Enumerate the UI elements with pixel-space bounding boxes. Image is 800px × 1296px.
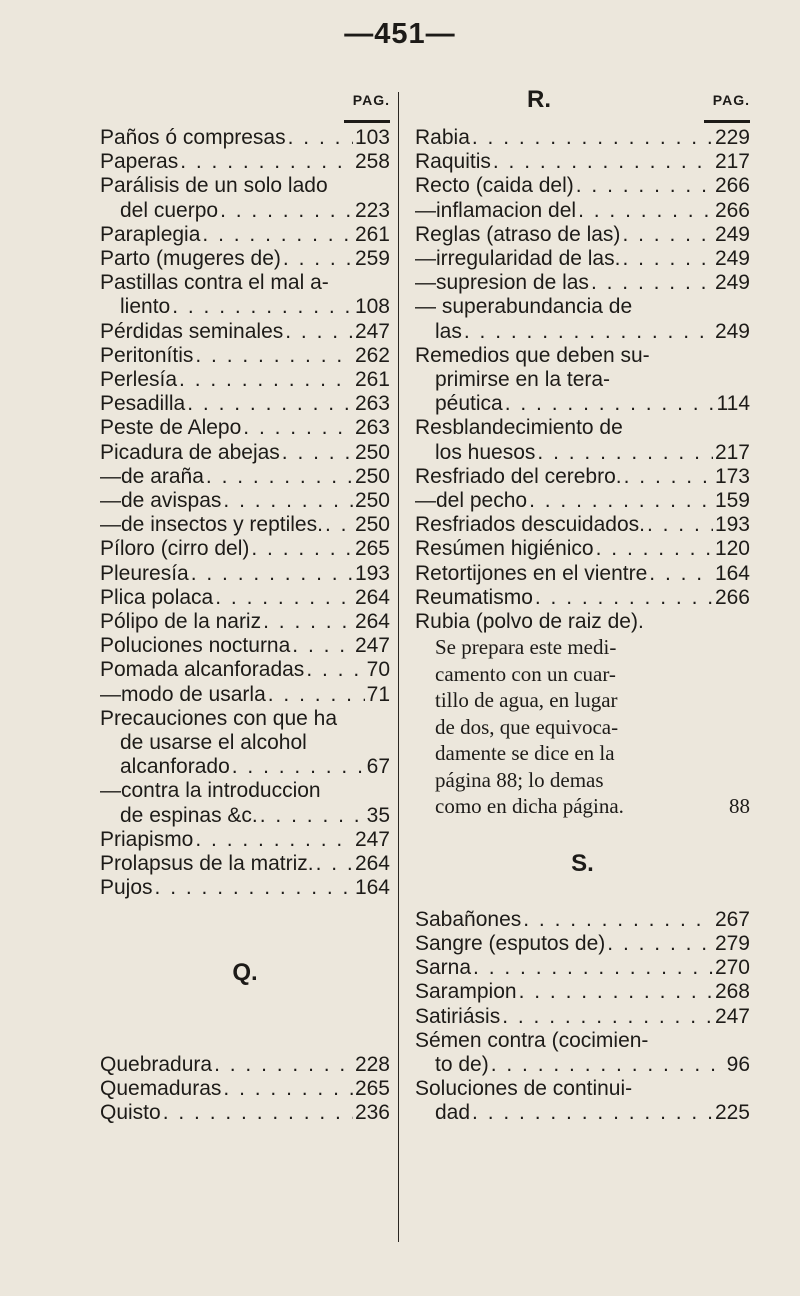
right-column-header <box>415 86 750 126</box>
entry-term: Recto (caida del) <box>415 174 574 198</box>
entry-term: — superabundancia de <box>415 295 633 319</box>
entry-term: Parto (mugeres de) <box>100 247 281 271</box>
section-letter-q: Q. <box>232 958 258 986</box>
dot-leader <box>251 537 353 561</box>
dot-leader <box>529 489 713 513</box>
entry-term: Sémen contra (cocimien- <box>415 1028 649 1052</box>
entry-term: Quebradura <box>100 1052 213 1076</box>
entry-page: 228 <box>354 1052 390 1076</box>
right-column <box>415 86 750 1126</box>
entry-page: 164 <box>354 876 390 900</box>
entry-term: Priapismo <box>100 827 194 851</box>
entry-term: Precauciones con que ha <box>100 706 337 730</box>
index-entry <box>100 271 390 295</box>
dot-leader <box>535 586 713 610</box>
note-line: camento con un cuar- <box>435 661 616 686</box>
entry-term: Poluciones nocturna <box>100 634 291 658</box>
left-column-header <box>100 90 390 126</box>
dot-leader <box>163 1101 353 1125</box>
entry-term: Sangre (esputos de) <box>415 931 606 955</box>
index-entry <box>100 174 390 198</box>
index-entry <box>415 247 750 271</box>
entry-term: Plica polaca <box>100 585 214 609</box>
index-entry <box>415 1053 750 1077</box>
left-column <box>100 90 390 1125</box>
entry-term: Pérdidas seminales <box>100 319 284 343</box>
index-entry <box>415 932 750 956</box>
index-entry <box>415 610 750 634</box>
entry-page: 259 <box>354 247 390 271</box>
note-line: Se prepara este medi- <box>435 635 617 660</box>
index-entry <box>100 344 390 368</box>
entry-term: Peritonítis <box>100 343 194 367</box>
dot-leader <box>596 537 713 561</box>
index-entry <box>100 1101 390 1125</box>
index-entry <box>100 828 390 852</box>
entry-term: Satiriásis <box>415 1004 501 1028</box>
index-entry <box>415 344 750 368</box>
dot-leader <box>260 804 365 828</box>
entry-term: to de) <box>435 1052 489 1076</box>
dot-leader <box>243 416 353 440</box>
dot-leader <box>268 683 365 707</box>
entry-page: 193 <box>714 513 750 537</box>
entry-page: 249 <box>714 319 750 343</box>
entry-page: 114 <box>716 392 750 416</box>
note-line: damente se dice en la <box>435 741 615 766</box>
entry-term: —de araña <box>100 464 204 488</box>
dot-leader <box>622 247 713 271</box>
dot-leader <box>537 441 713 465</box>
entry-page: 250 <box>354 513 390 537</box>
entry-page: 250 <box>354 489 390 513</box>
dot-leader <box>195 828 353 852</box>
dot-leader <box>624 465 713 489</box>
index-entry <box>100 779 390 803</box>
entry-term: del cuerpo <box>120 198 219 222</box>
index-entry <box>100 683 390 707</box>
entry-term: de espinas &c. <box>120 803 258 827</box>
dot-leader <box>576 174 713 198</box>
dot-leader <box>187 392 353 416</box>
index-entry <box>100 295 390 319</box>
index-entry <box>100 1053 390 1077</box>
column-divider <box>398 92 399 1242</box>
entry-page: 266 <box>714 198 750 222</box>
entry-page: 258 <box>354 150 390 174</box>
index-entry <box>100 852 390 876</box>
dot-leader <box>649 562 713 586</box>
entry-page: 229 <box>714 126 750 149</box>
entry-page: 249 <box>714 271 750 295</box>
index-entry <box>100 658 390 682</box>
dot-leader <box>316 852 353 876</box>
entry-page: 247 <box>354 634 390 658</box>
dot-leader <box>155 876 353 900</box>
dot-leader <box>472 1101 713 1125</box>
entry-page: 108 <box>354 295 390 319</box>
entry-page: 270 <box>714 956 750 980</box>
entry-term: de usarse el alcohol <box>120 731 307 755</box>
dot-leader <box>214 1053 353 1077</box>
entry-page: 225 <box>714 1101 750 1125</box>
entry-term: —de avispas <box>100 489 222 513</box>
entry-term: —modo de usarla <box>100 682 266 706</box>
index-entry <box>415 513 750 537</box>
entry-term: Peste de Alepo <box>100 416 242 440</box>
entry-page: 266 <box>714 174 750 198</box>
page-header-label: PAG. <box>352 92 390 108</box>
entry-page: 164 <box>714 561 750 585</box>
index-entry <box>100 368 390 392</box>
entry-page: 266 <box>714 585 750 609</box>
entry-page: 262 <box>354 343 390 367</box>
index-entry <box>100 1077 390 1101</box>
entry-term: Rubia (polvo de raiz de). <box>415 610 644 634</box>
dot-leader <box>647 513 713 537</box>
index-entry <box>415 537 750 561</box>
index-entry <box>100 320 390 344</box>
entry-page: 103 <box>354 126 390 149</box>
section-letter-s: S. <box>571 849 594 877</box>
index-entry <box>100 247 390 271</box>
entry-term: alcanforado <box>120 755 230 779</box>
entry-page: 263 <box>354 392 390 416</box>
index-entry <box>100 610 390 634</box>
index-entry <box>100 731 390 755</box>
entry-page: 268 <box>714 980 750 1004</box>
dot-leader <box>607 932 713 956</box>
index-entry <box>415 150 750 174</box>
entry-term: Paraplegia <box>100 222 201 246</box>
index-entry <box>415 368 750 392</box>
entry-term: las <box>435 319 462 343</box>
index-entry <box>415 320 750 344</box>
entry-term: Paños ó compresas <box>100 126 286 149</box>
entry-page: 96 <box>726 1052 750 1076</box>
index-entry <box>100 562 390 586</box>
entry-page: 250 <box>354 440 390 464</box>
index-entry <box>415 295 750 319</box>
entry-term: Raquitis <box>415 150 491 174</box>
entry-page: 250 <box>354 464 390 488</box>
entry-term: Sarna <box>415 956 472 980</box>
entry-term: dad <box>435 1101 471 1125</box>
dot-leader <box>464 320 713 344</box>
dot-leader <box>283 247 353 271</box>
dot-leader <box>202 223 353 247</box>
index-entry <box>100 586 390 610</box>
entry-term: Pastillas contra el mal a- <box>100 271 329 295</box>
index-entry <box>415 956 750 980</box>
entry-term: Píloro (cirro del) <box>100 537 250 561</box>
index-entry <box>100 465 390 489</box>
dot-leader <box>285 320 353 344</box>
entry-term: —del pecho <box>415 489 528 513</box>
entry-page: 264 <box>354 585 390 609</box>
entry-page: 173 <box>714 464 750 488</box>
index-entry <box>100 804 390 828</box>
index-entry <box>415 223 750 247</box>
entry-term: Sabañones <box>415 907 522 931</box>
entry-page: 267 <box>714 907 750 931</box>
entry-page: 247 <box>354 827 390 851</box>
dot-leader <box>591 271 713 295</box>
entry-page: 120 <box>714 537 750 561</box>
dot-leader <box>223 489 353 513</box>
entry-page: 247 <box>714 1004 750 1028</box>
index-entry <box>415 416 750 440</box>
entry-term: Sarampion <box>415 980 517 1004</box>
entry-page: 265 <box>354 537 390 561</box>
dot-leader <box>472 126 713 150</box>
entry-term: Reglas (atraso de las) <box>415 222 621 246</box>
entry-page: 70 <box>366 658 390 682</box>
entry-page: 217 <box>714 150 750 174</box>
header-rule <box>704 120 750 123</box>
dot-leader <box>206 465 353 489</box>
index-entry <box>100 634 390 658</box>
entry-term: Retortijones en el vientre <box>415 561 648 585</box>
dot-leader <box>473 956 713 980</box>
dot-leader <box>263 610 353 634</box>
index-entry <box>100 489 390 513</box>
header-rule <box>344 120 390 123</box>
entry-page: 223 <box>354 198 390 222</box>
dot-leader <box>282 441 353 465</box>
index-entry <box>100 223 390 247</box>
entry-term: —de insectos y reptiles. <box>100 513 323 537</box>
entry-page: 67 <box>366 755 390 779</box>
index-entry <box>415 1029 750 1053</box>
entry-term: Resfriados descuidados. <box>415 513 645 537</box>
dot-leader <box>306 658 364 682</box>
entry-term: —inflamacion del <box>415 198 577 222</box>
index-entry <box>100 126 390 150</box>
entry-term: péutica <box>435 392 503 416</box>
entry-term: Resfriado del cerebro. <box>415 464 622 488</box>
dot-leader <box>505 392 715 416</box>
page-header-label: PAG. <box>712 92 750 108</box>
dot-leader <box>288 126 353 150</box>
dot-leader <box>502 1005 713 1029</box>
entry-page: 264 <box>354 610 390 634</box>
entry-term: Quisto <box>100 1100 161 1124</box>
index-entry <box>415 199 750 223</box>
dot-leader <box>493 150 713 174</box>
entry-page: 236 <box>354 1100 390 1124</box>
entry-page: 261 <box>354 222 390 246</box>
entry-term: Reumatismo <box>415 585 533 609</box>
index-entry <box>415 1101 750 1125</box>
entry-term: Remedios que deben su- <box>415 343 650 367</box>
entry-term: Picadura de abejas <box>100 440 280 464</box>
index-entry <box>100 513 390 537</box>
entry-page: 263 <box>354 416 390 440</box>
entry-term: Quemaduras <box>100 1076 222 1100</box>
entry-term: los huesos <box>435 440 536 464</box>
entry-term: —irregularidad de las. <box>415 247 621 271</box>
dot-leader <box>519 980 713 1004</box>
index-entry <box>415 126 750 150</box>
entry-page: 264 <box>354 852 390 876</box>
entry-page: 193 <box>354 561 390 585</box>
entry-term: Parálisis de un solo lado <box>100 174 328 198</box>
index-entry <box>100 392 390 416</box>
index-entry <box>100 199 390 223</box>
dot-leader <box>220 199 353 223</box>
index-entry <box>415 1005 750 1029</box>
dot-leader <box>292 634 353 658</box>
right-index-list <box>415 126 750 634</box>
entry-page: 249 <box>714 247 750 271</box>
entry-term: liento <box>120 295 171 319</box>
index-entry <box>415 174 750 198</box>
entry-page: 159 <box>714 489 750 513</box>
index-entry <box>415 489 750 513</box>
entry-term: Pomada alcanforadas <box>100 658 305 682</box>
index-entry <box>100 755 390 779</box>
dot-leader <box>325 513 353 537</box>
index-entry <box>415 980 750 1004</box>
dot-leader <box>215 586 353 610</box>
dot-leader <box>523 908 713 932</box>
page-number: —451— <box>344 18 456 50</box>
index-entry <box>100 150 390 174</box>
dot-leader <box>578 199 713 223</box>
index-entry <box>415 271 750 295</box>
entry-term: —contra la introduccion <box>100 779 321 803</box>
index-entry <box>415 586 750 610</box>
entry-term: Pleuresía <box>100 561 189 585</box>
entry-term: Perlesía <box>100 368 178 392</box>
index-entry <box>100 707 390 731</box>
dot-leader <box>180 150 353 174</box>
entry-term: Rabia <box>415 126 470 149</box>
dot-leader <box>191 562 353 586</box>
dot-leader <box>232 755 365 779</box>
entry-term: Soluciones de continui- <box>415 1077 633 1101</box>
entry-page: 279 <box>714 931 750 955</box>
note-line: página 88; lo demas <box>435 767 604 792</box>
entry-page: 249 <box>714 222 750 246</box>
note-line: tillo de agua, en lugar <box>435 688 618 713</box>
dot-leader <box>195 344 353 368</box>
entry-term: primirse en la tera- <box>435 368 611 392</box>
index-entry <box>415 908 750 932</box>
index-entry <box>100 416 390 440</box>
index-entry <box>415 1077 750 1101</box>
note-line: como en dicha página. <box>435 794 624 819</box>
index-entry <box>100 441 390 465</box>
dot-leader <box>172 295 353 319</box>
index-entry <box>100 876 390 900</box>
note-page: 88 <box>729 794 750 819</box>
rubia-note <box>415 634 750 820</box>
entry-term: Pesadilla <box>100 392 186 416</box>
dot-leader <box>491 1053 725 1077</box>
dot-leader <box>179 368 353 392</box>
dot-leader <box>223 1077 353 1101</box>
entry-page: 247 <box>354 319 390 343</box>
entry-term: Pólipo de la nariz <box>100 610 262 634</box>
index-entry <box>415 441 750 465</box>
entry-term: —supresion de las <box>415 271 589 295</box>
entry-term: Prolapsus de la matriz. <box>100 852 314 876</box>
left-index-list <box>100 126 390 901</box>
section-letter-r: R. <box>527 86 551 113</box>
entry-page: 265 <box>354 1076 390 1100</box>
entry-term: Resblandecimiento de <box>415 416 623 440</box>
index-entry <box>100 537 390 561</box>
note-line: de dos, que equivoca- <box>435 714 619 739</box>
dot-leader <box>622 223 713 247</box>
entry-page: 261 <box>354 368 390 392</box>
s-index-list <box>415 908 750 1126</box>
entry-page: 35 <box>366 803 390 827</box>
entry-term: Paperas <box>100 150 179 174</box>
entry-page: 71 <box>366 682 390 706</box>
entry-page: 217 <box>714 440 750 464</box>
q-index-list <box>100 1053 390 1126</box>
index-entry <box>415 562 750 586</box>
index-entry <box>415 465 750 489</box>
entry-term: Pujos <box>100 876 153 900</box>
entry-term: Resúmen higiénico <box>415 537 594 561</box>
index-entry <box>415 392 750 416</box>
